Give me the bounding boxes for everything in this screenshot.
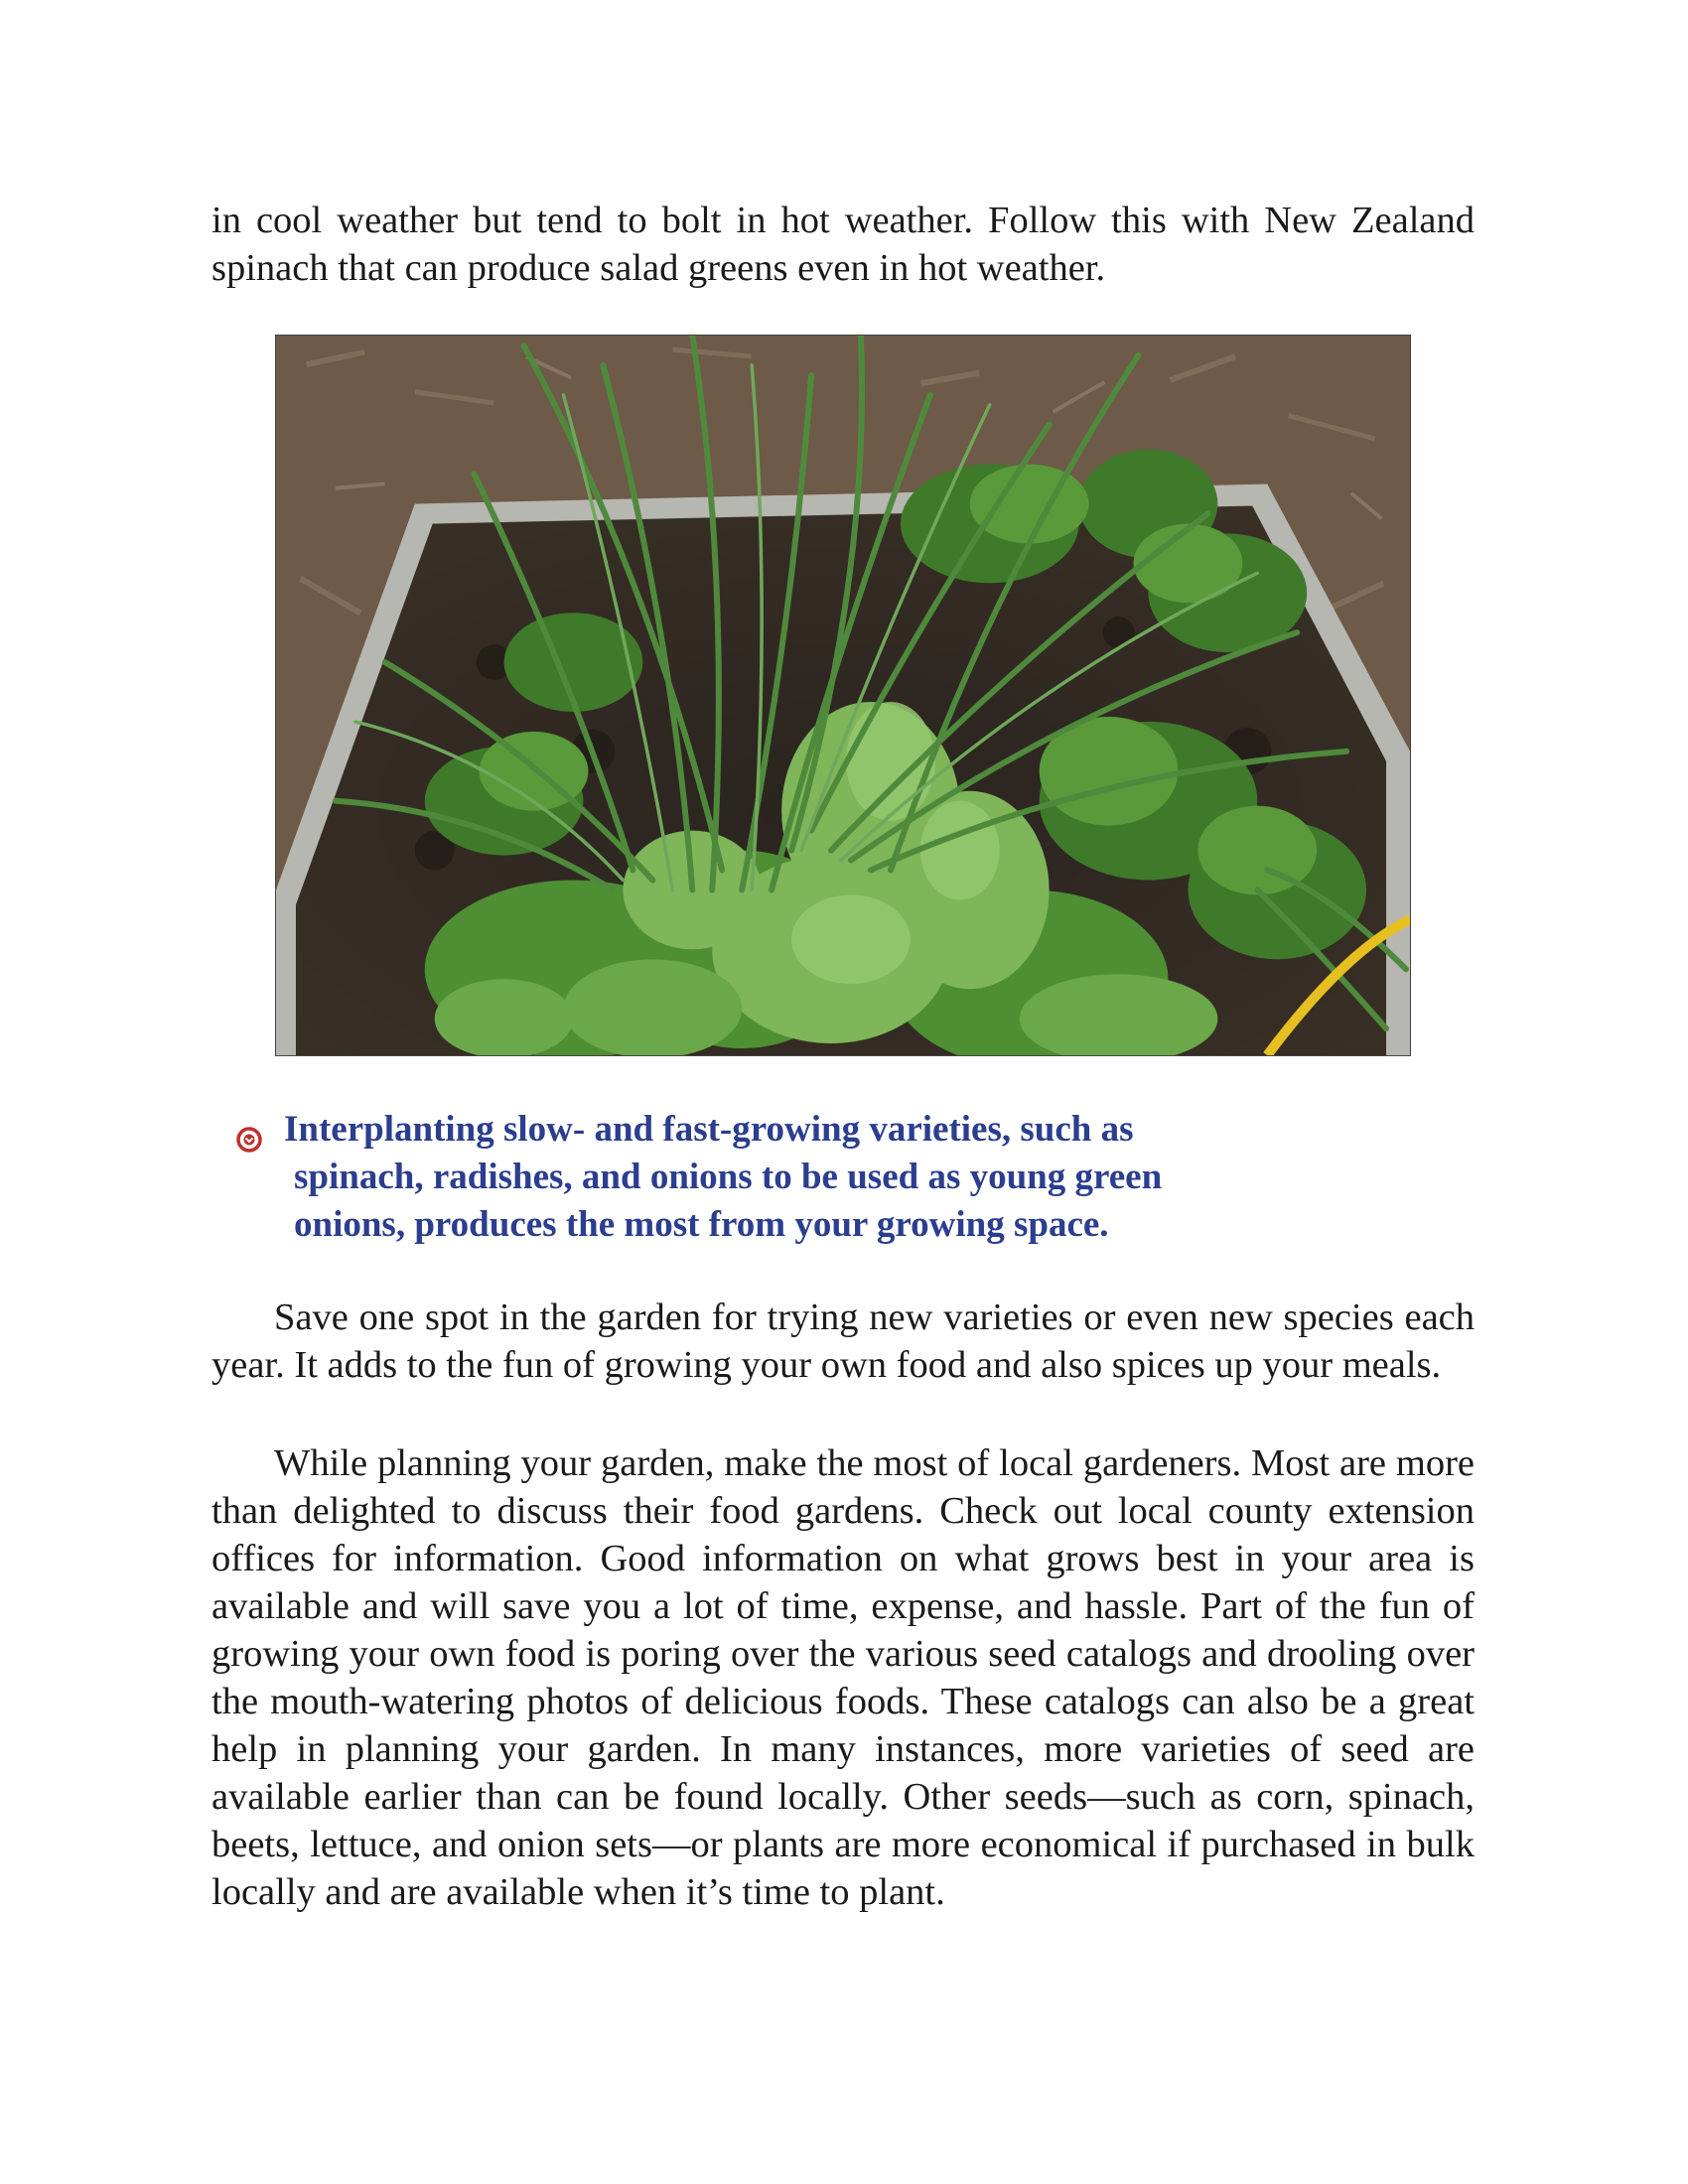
red-circle-chevron-bullet-icon xyxy=(236,1118,262,1144)
body-paragraph-1: in cool weather but tend to bolt in hot weather. Follow this with New Zealand spinach that can produce salad greens even in hot weather. xyxy=(211,200,1475,289)
body-paragraph-2: Save one spot in the garden for trying new varieties or even new species each year. It adds to the fun of growing your own food and also spices up your meals. xyxy=(211,1297,1475,1386)
raised-garden-bed-photo xyxy=(275,335,1411,1056)
body-paragraph-3: While planning your garden, make the most of local gardeners. Most are more than delighted to discuss their food gardens. Check out local county extension offices for information. Good information on what grows best in your area is available and will save you a lot of time, expense, and hassle. Part of the fun of growing your own food is poring over the various seed catalogs and drooling over the mouth-watering photos of delicious foods. These catalogs can also be a great help in planning your garden. In many instances, more varieties of seed are available earlier than can be found locally. Other seeds—such as corn, spinach, beets, lettuce, and onion sets—or plants are more economical if purchased in bulk locally and are available when it’s time to plant. xyxy=(211,1442,1475,1913)
callout-text xyxy=(236,1106,1378,1249)
callout-line-1: Interplanting slow- and fast-growing varieties, such as xyxy=(284,1109,1134,1150)
garden-photo-drawing xyxy=(276,336,1410,1055)
callout-tip xyxy=(236,1106,1378,1249)
callout-line-3: onions, produces the most from your growing space. xyxy=(294,1204,1109,1245)
callout-line-2: spinach, radishes, and onions to be used as young green xyxy=(294,1157,1163,1197)
